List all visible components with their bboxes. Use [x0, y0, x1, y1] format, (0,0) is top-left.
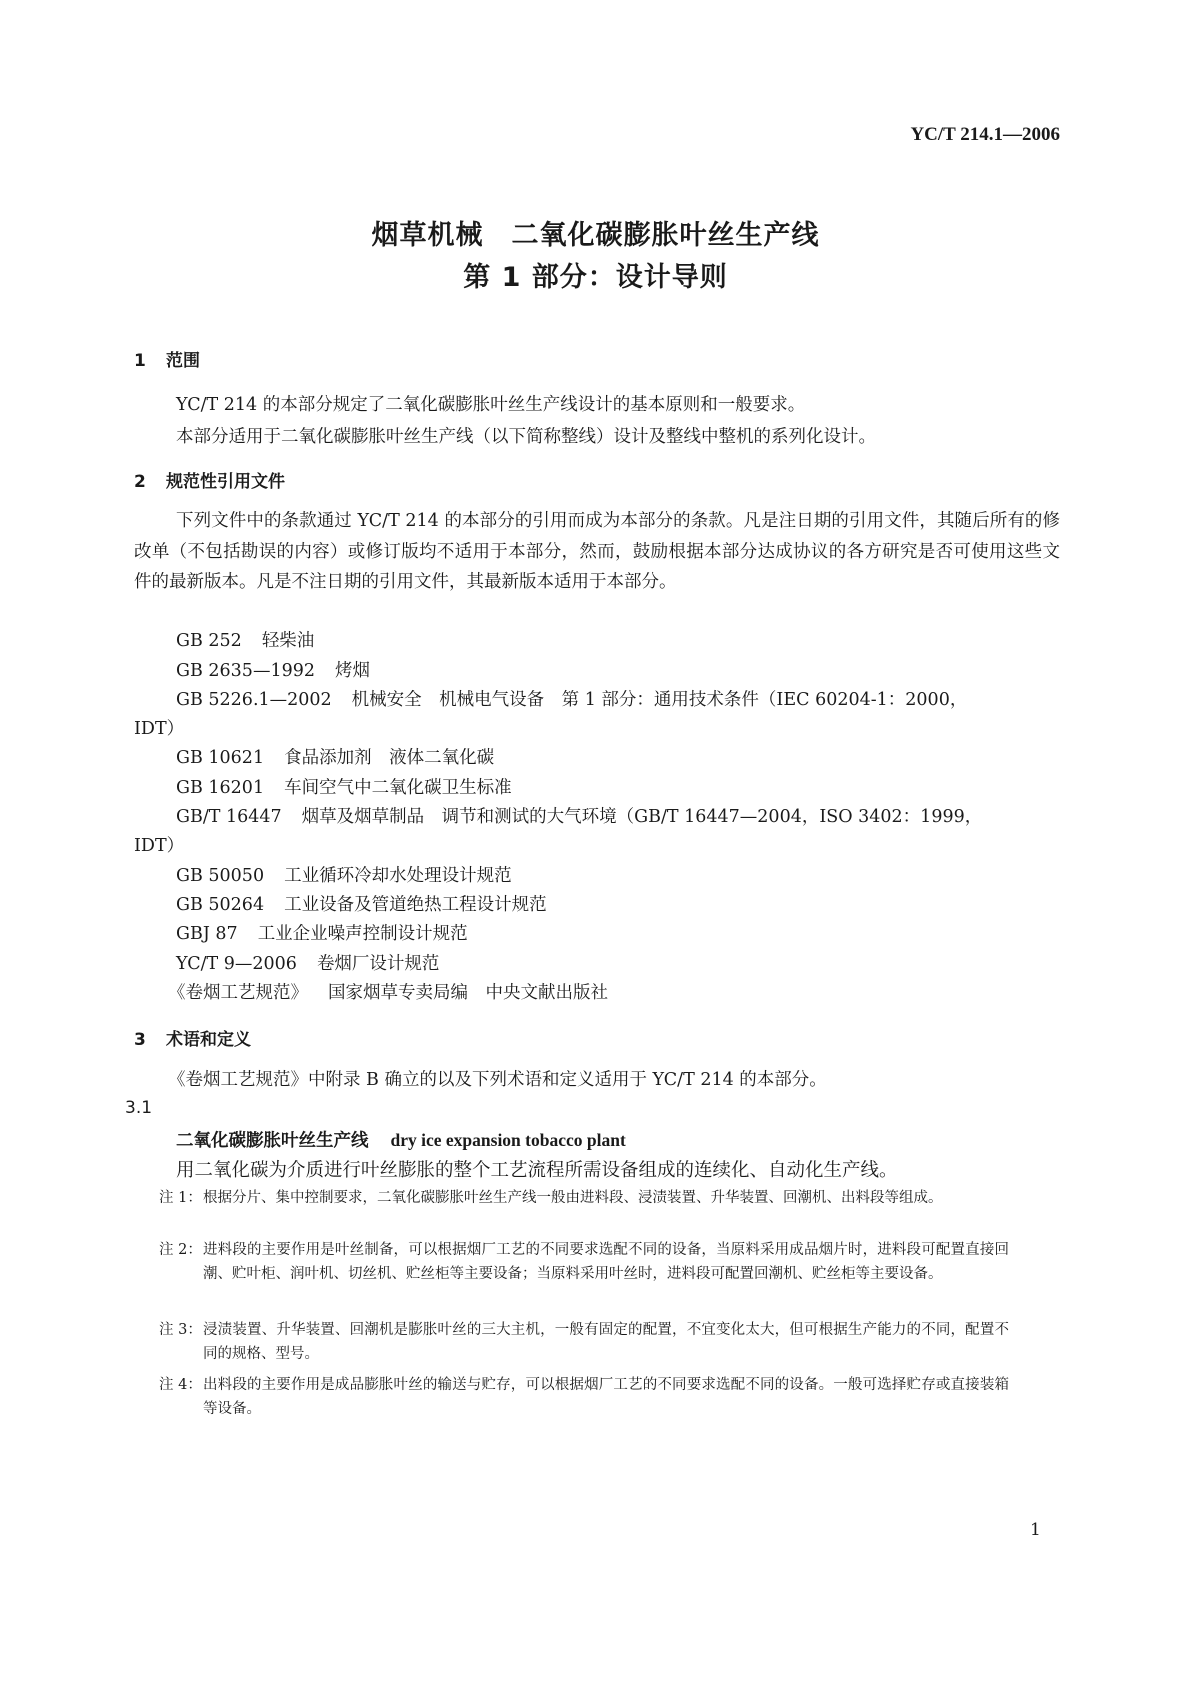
reference-title: 轻柴油	[261, 631, 315, 651]
reference-title: 车间空气中二氧化碳卫生标准	[284, 778, 512, 798]
reference-title: 工业循环冷却水处理设计规范	[284, 866, 512, 886]
reference-title: 食品添加剂 液体二氧化碳	[284, 748, 495, 768]
terms-intro-paragraph: 《卷烟工艺规范》中附录 B 确立的以及下列术语和定义适用于 YC/T 214 的本部分。	[168, 1070, 827, 1090]
reference-continuation: IDT）	[134, 719, 185, 739]
note-text: 浸渍装置、升华装置、回潮机是膨胀叶丝的三大主机，一般有固定的配置，不宜变化太大，但可根据生产能力的不同，配置不同的规格、型号。	[203, 1322, 1009, 1362]
note-label: 注 3：	[159, 1322, 202, 1338]
reference-item	[176, 657, 370, 682]
reference-title: 烤烟	[334, 661, 370, 681]
term-definition: 用二氧化碳为介质进行叶丝膨胀的整个工艺流程所需设备组成的连续化、自动化生产线。	[176, 1160, 898, 1181]
note-text: 出料段的主要作用是成品膨胀叶丝的输送与贮存，可以根据烟厂工艺的不同要求选配不同的设备。一般可选择贮存或直接装箱等设备。	[203, 1377, 1009, 1417]
reference-code: GBJ 87	[176, 924, 238, 944]
reference-item	[176, 920, 468, 945]
section-title: 范围	[166, 351, 200, 371]
term-chinese: 二氧化碳膨胀叶丝生产线	[176, 1131, 369, 1151]
section-heading-terms	[134, 1025, 251, 1050]
reference-continuation: IDT）	[134, 836, 185, 856]
reference-code: GB 50050	[176, 866, 265, 886]
reference-code: 《卷烟工艺规范》	[168, 983, 308, 1003]
section-number: 2	[134, 472, 146, 492]
reference-code: GB 2635—1992	[176, 661, 315, 681]
note-text: 进料段的主要作用是叶丝制备，可以根据烟厂工艺的不同要求选配不同的设备，当原料采用成品烟片时，进料段可配置直接回潮、贮叶柜、润叶机、切丝机、贮丝柜等主要设备；当原料采用叶丝时，进料段可配置回潮机、贮丝柜等主要设备。	[203, 1242, 1009, 1282]
term-heading	[176, 1127, 626, 1152]
reference-item	[176, 803, 982, 828]
section-number: 1	[134, 351, 146, 371]
reference-item	[176, 891, 547, 916]
reference-title: 烟草及烟草制品 调节和测试的大气环境（GB/T 16447—2004，ISO 3402：1999，	[301, 807, 983, 827]
section-number: 3	[134, 1030, 146, 1050]
section-heading-scope	[134, 346, 200, 371]
document-title-line1: 烟草机械 二氧化碳膨胀叶丝生产线	[371, 220, 820, 251]
section-title: 术语和定义	[166, 1030, 251, 1050]
reference-code: GB 5226.1—2002	[176, 690, 332, 710]
reference-code: GB/T 16447	[176, 807, 282, 827]
reference-item	[176, 950, 439, 975]
scope-paragraph-1: YC/T 214 的本部分规定了二氧化碳膨胀叶丝生产线设计的基本原则和一般要求。	[176, 395, 806, 415]
standard-number: YC/T 214.1—2006	[910, 124, 1060, 145]
reference-code: GB 16201	[176, 778, 265, 798]
term-number: 3.1	[125, 1098, 153, 1118]
section-title: 规范性引用文件	[166, 472, 285, 492]
reference-code: YC/T 9—2006	[176, 954, 297, 974]
reference-item	[176, 774, 512, 799]
reference-title: 国家烟草专卖局编 中央文献出版社	[328, 983, 608, 1003]
reference-title: 卷烟厂设计规范	[316, 954, 440, 974]
scope-paragraph-2: 本部分适用于二氧化碳膨胀叶丝生产线（以下简称整线）设计及整线中整机的系列化设计。	[176, 427, 876, 447]
reference-item	[176, 862, 512, 887]
reference-item	[168, 979, 608, 1004]
normative-intro-paragraph: 下列文件中的条款通过 YC/T 214 的本部分的引用而成为本部分的条款。凡是注日期的引用文件，其随后所有的修改单（不包括勘误的内容）或修订版均不适用于本部分，然而，鼓励根据本部分达成协议的各方研究是否可使用这些文件的最新版本。凡是不注日期的引用文件，其最新版本适用于本部分。	[134, 511, 1060, 592]
reference-code: GB 252	[176, 631, 242, 651]
reference-item	[176, 744, 494, 769]
term-english: dry ice expansion tobacco plant	[390, 1130, 626, 1150]
reference-title: 机械安全 机械电气设备 第 1 部分：通用技术条件（IEC 60204-1：2000，	[351, 690, 968, 710]
reference-code: GB 10621	[176, 748, 265, 768]
reference-title: 工业设备及管道绝热工程设计规范	[284, 895, 547, 915]
section-heading-normative-references	[134, 467, 285, 492]
note-label: 注 2：	[159, 1242, 202, 1258]
reference-title: 工业企业噪声控制设计规范	[257, 924, 468, 944]
note-label: 注 4：	[159, 1377, 202, 1393]
reference-code: GB 50264	[176, 895, 265, 915]
reference-item	[176, 686, 967, 711]
reference-item	[176, 627, 314, 652]
document-title-line2: 第 1 部分：设计导则	[463, 262, 728, 293]
page-number: 1	[1030, 1520, 1041, 1540]
note-text: 根据分片、集中控制要求，二氧化碳膨胀叶丝生产线一般由进料段、浸渍装置、升华装置、回潮机、出料段等组成。	[203, 1190, 943, 1206]
note-label: 注 1：	[159, 1190, 202, 1206]
